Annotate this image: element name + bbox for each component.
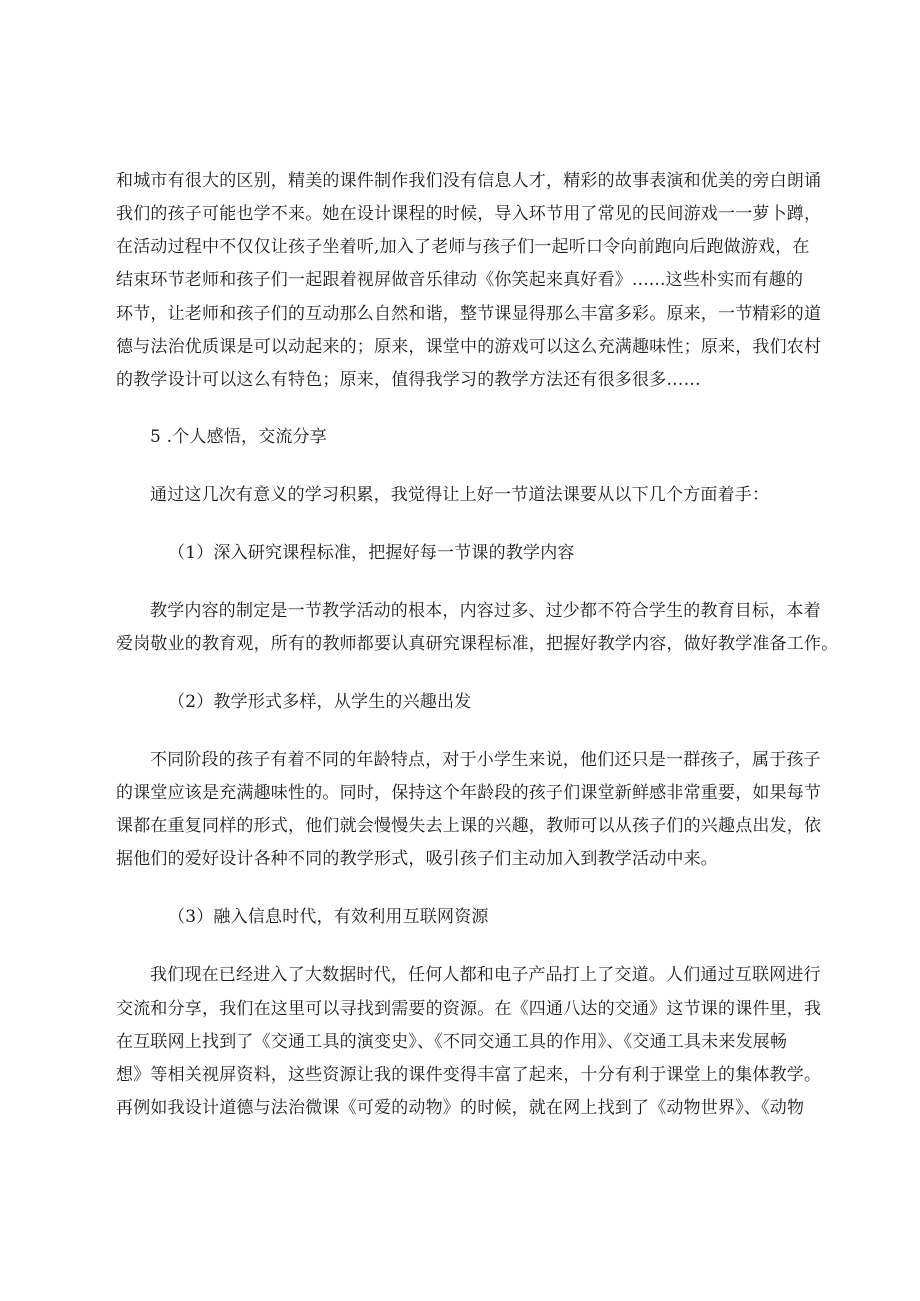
paragraph-1-line-6: 德与法治优质课是可以动起来的；原来，课堂中的游戏可以这么充满趣味性；原来，我们农村	[116, 337, 822, 357]
section-heading-5: 5 .个人感悟，交流分享	[150, 427, 328, 447]
paragraph-1-line-1: 和城市有很大的区别，精美的课件制作我们没有信息人才，精彩的故事表演和优美的旁白朗诵	[116, 171, 822, 191]
paragraph-3-line-4: 据他们的爱好设计各种不同的教学形式，吸引孩子们主动加入到教学活动中来。	[116, 849, 718, 869]
paragraph-2-line-1: 教学内容的制定是一节教学活动的根本，内容过多、过少都不符合学生的教育目标，本着	[150, 601, 821, 621]
paragraph-4-line-3: 在互联网上找到了《交通工具的演变史》、《不同交通工具的作用》、《交通工具未来发展畅	[116, 1032, 788, 1052]
paragraph-4-line-5: 再例如我设计道德与法治微课《可爱的动物》的时候，就在网上找到了《动物世界》、《动物	[116, 1098, 805, 1118]
paragraph-1-line-2: 我们的孩子可能也学不来。她在设计课程的时候，导入环节用了常见的民间游戏一一萝卜蹲，	[116, 204, 822, 224]
paragraph-3-line-2: 的课堂应该是充满趣味性的。同时，保持这个年龄段的孩子们课堂新鲜感非常重要，如果每节	[116, 783, 822, 803]
paragraph-1-line-5: 环节，让老师和孩子们的互动那么自然和谐，整节课显得那么丰富多彩。原来，一节精彩的道	[116, 304, 822, 324]
paragraph-1-line-3: 在活动过程中不仅仅让孩子坐着听,加入了老师与孩子们一起听口令向前跑向后跑做游戏，在	[116, 237, 810, 257]
subheading-1: （1）深入研究课程标准，把握好每一节课的教学内容	[168, 543, 575, 563]
intro-paragraph: 通过这几次有意义的学习积累，我觉得让上好一节道法课要从以下几个方面着手：	[150, 485, 770, 505]
paragraph-3-line-1: 不同阶段的孩子有着不同的年龄特点，对于小学生来说，他们还只是一群孩子，属于孩子	[150, 750, 821, 770]
subheading-2: （2）教学形式多样，从学生的兴趣出发	[168, 692, 472, 712]
paragraph-4-line-2: 交流和分享，我们在这里可以寻找到需要的资源。在《四通八达的交通》这节课的课件里，我	[116, 999, 822, 1019]
paragraph-4-line-4: 想》等相关视屏资料，这些资源让我的课件变得丰富了起来，十分有利于课堂上的集体教学。	[116, 1065, 822, 1085]
paragraph-3-line-3: 课都在重复同样的形式，他们就会慢慢失去上课的兴趣，教师可以从孩子们的兴趣点出发，依	[116, 816, 822, 836]
paragraph-4-line-1: 我们现在已经进入了大数据时代，任何人都和电子产品打上了交道。人们通过互联网进行	[150, 965, 821, 985]
paragraph-2-line-2: 爱岗敬业的教育观，所有的教师都要认真研究课程标准，把握好教学内容，做好教学准备工作。	[116, 634, 839, 654]
paragraph-1-line-4: 结束环节老师和孩子们一起跟着视屏做音乐律动《你笑起来真好看》......这些朴实而有趣的	[116, 270, 804, 290]
paragraph-1-line-7: 的教学设计可以这么有特色；原来，值得我学习的教学方法还有很多很多……	[116, 370, 701, 390]
subheading-3: （3）融入信息时代，有效利用互联网资源	[168, 907, 489, 927]
